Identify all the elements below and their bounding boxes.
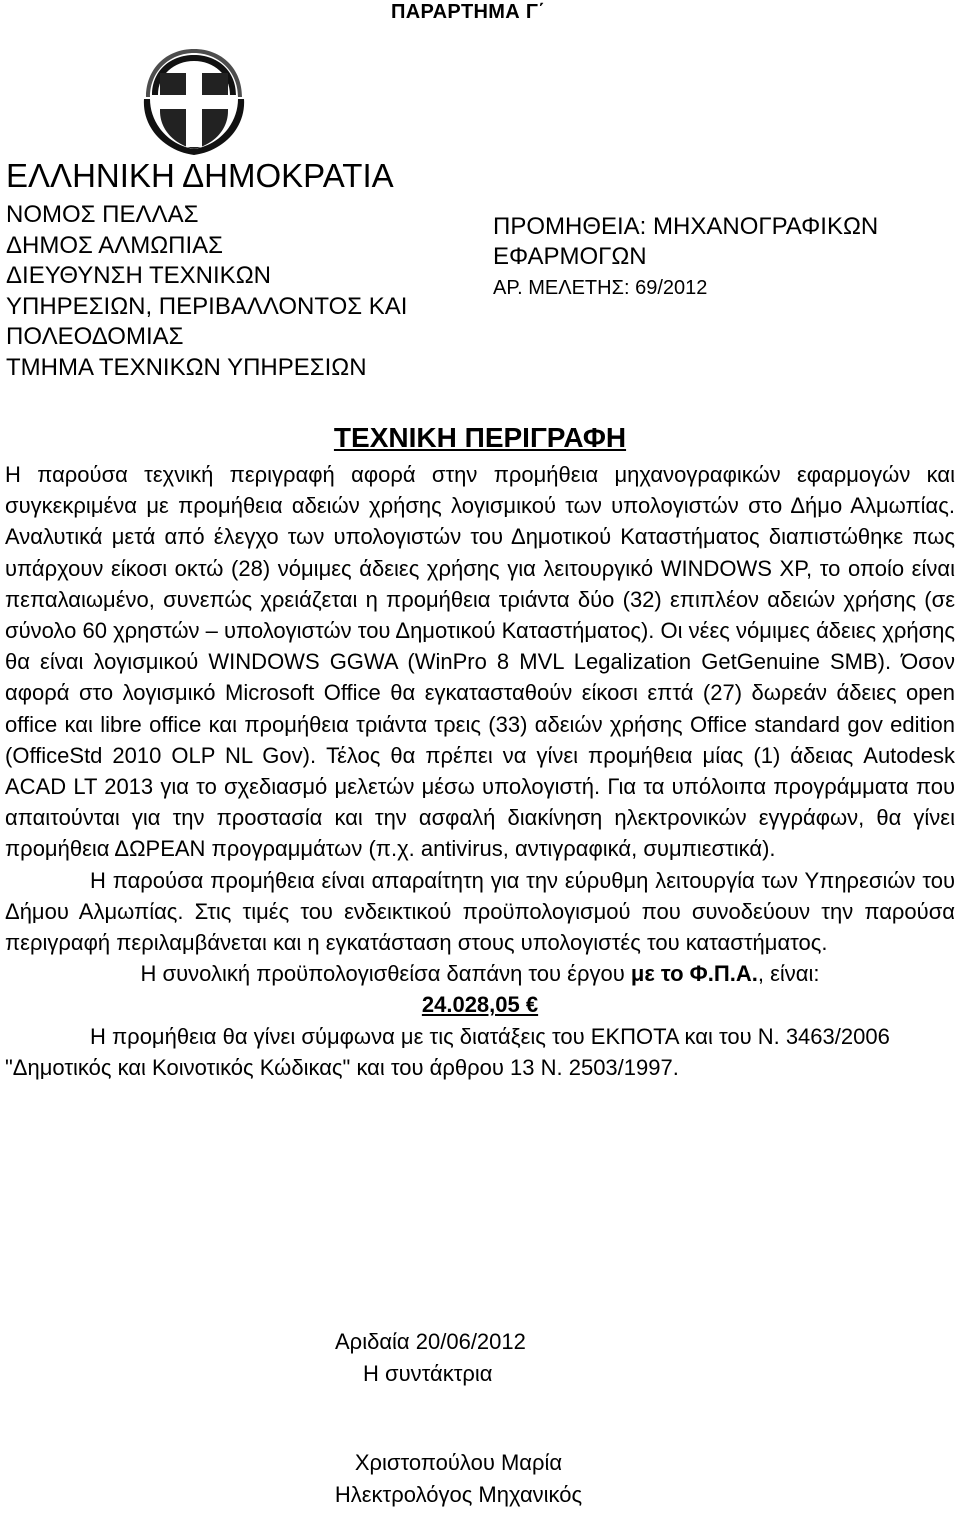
signer-block xyxy=(296,1447,621,1511)
paragraph-cost xyxy=(5,958,955,989)
cost-prefix: Η συνολική προϋπολογισθείσα δαπάνη του έργου xyxy=(140,961,631,987)
paragraph-necessity: Η παρούσα προμήθεια είναι απαραίτητη για την εύρυθμη λειτουργία των Υπηρεσιών του Δήμου Αλμωπίας. Στις τιμές του ενδεικτικού προϋπολογισμού που συνοδεύουν την παρούσα περιγραφή περιλαμβάνεται και η εγκατάσταση στους υπολογιστές του καταστήματος. xyxy=(5,867,955,956)
author-role: Η συντάκτρια xyxy=(363,1361,493,1386)
paragraph-description: Η παρούσα τεχνική περιγραφή αφορά στην προμήθεια μηχανογραφικών εφαρμογών και συγκεκριμένα με προμήθεια αδειών χρήσης λογισμικού των υπολογιστών στο Δήμο Αλμωπίας. Αναλυτικά μετά από έλεγχο των υπολογιστών του Δημοτικού Καταστήματος διαπιστώθηκε πως υπάρχουν είκοσι οκτώ (28) νόμιμες άδειες χρήσης για λειτουργικό WINDOWS XP, το οποίο είναι πεπαλαιωμένο, συνεπώς χρειάζεται η προμήθεια τριάντα δύο (32) επιπλέον αδειών χρήσης (σε σύνολο 60 χρηστών – υπολογιστών του Δημοτικού Καταστήματος). Οι νέες νόμιμες άδειες χρήσης θα είναι λογισμικού WINDOWS GGWA (WinPro 8 MVL Legalization GetGenuine SMB). Όσον αφορά στο λογισμικό Microsoft Office θα εγκατασταθούν είκοσι επτά (27) δωρεάν άδειες open office και libre office και προμήθεια τριάντα τρεις (33) αδειών χρήσης Office standard gov edition (OfficeStd 2010 OLP NL Gov). Τέλος θα πρέπει να γίνει προμήθεια μίας (1) άδειας Autodesk ACAD LT 2013 για το σχεδιασμό μελετών μέσω υπολογιστή. Για τα υπόλοιπα προγράμματα που απαιτούνται για την προστασία και την ασφαλή διακίνηση ηλεκτρονικών εγγράφων, θα γίνει προμήθεια ΔΩΡΕΑΝ προγραμμάτων (π.χ. antivirus, αντιγραφικά, συμπιεστικά). xyxy=(5,462,955,862)
paragraph-amount xyxy=(5,989,955,1020)
study-number: ΑΡ. ΜΕΛΕΤΗΣ: 69/2012 xyxy=(493,277,708,299)
project-line: ΠΡΟΜΗΘΕΙΑ: ΜΗΧΑΝΟΓΡΑΦΙΚΩΝ xyxy=(493,213,879,240)
signature-date xyxy=(335,1326,526,1390)
authority-block xyxy=(6,200,407,383)
authority-line: ΤΜΗΜΑ ΤΕΧΝΙΚΩΝ ΥΠΗΡΕΣΙΩΝ xyxy=(6,353,367,381)
paragraph-legal: Η προμήθεια θα γίνει σύμφωνα με τις διατάξεις του ΕΚΠΟΤΑ και του Ν. 3463/2006 "Δημοτικός και Κοινοτικός Κώδικας" και του άρθρου 13 Ν. 2503/1997. xyxy=(5,1023,890,1080)
document-title: ΤΕΧΝΙΚΗ ΠΕΡΙΓΡΑΦΗ xyxy=(333,422,627,453)
authority-line: ΠΟΛΕΟΔΟΜΙΑΣ xyxy=(6,323,184,350)
signer-name: Χριστοπούλου Μαρία xyxy=(354,1450,563,1475)
signer-profession: Ηλεκτρολόγος Μηχανικός xyxy=(334,1482,583,1507)
authority-line: ΔΗΜΟΣ ΑΛΜΩΠΙΑΣ xyxy=(6,231,224,259)
project-block xyxy=(493,212,878,272)
authority-line: ΔΙΕΥΘΥΝΣΗ ΤΕΧΝΙΚΩΝ xyxy=(6,262,271,289)
authority-line: ΥΠΗΡΕΣΙΩΝ, ΠΕΡΙΒΑΛΛΟΝΤΟΣ ΚΑΙ xyxy=(6,292,408,320)
annex-label: ΠΑΡΑΡΤΗΜΑ Γ΄ xyxy=(391,1,546,23)
document-body xyxy=(5,459,955,1083)
greek-coat-of-arms-emblem xyxy=(142,49,246,157)
republic-heading: ΕΛΛΗΝΙΚΗ ΔΗΜΟΚΡΑΤΙΑ xyxy=(6,157,394,194)
cost-suffix: , είναι: xyxy=(757,961,820,987)
place-date: Αριδαία 20/06/2012 xyxy=(335,1329,526,1354)
project-line: ΕΦΑΡΜΟΓΩΝ xyxy=(493,243,647,270)
cost-vat: με το Φ.Π.Α. xyxy=(630,961,758,987)
authority-line: ΝΟΜΟΣ ΠΕΛΛΑΣ xyxy=(6,201,199,228)
total-amount: 24.028,05 € xyxy=(421,992,539,1018)
